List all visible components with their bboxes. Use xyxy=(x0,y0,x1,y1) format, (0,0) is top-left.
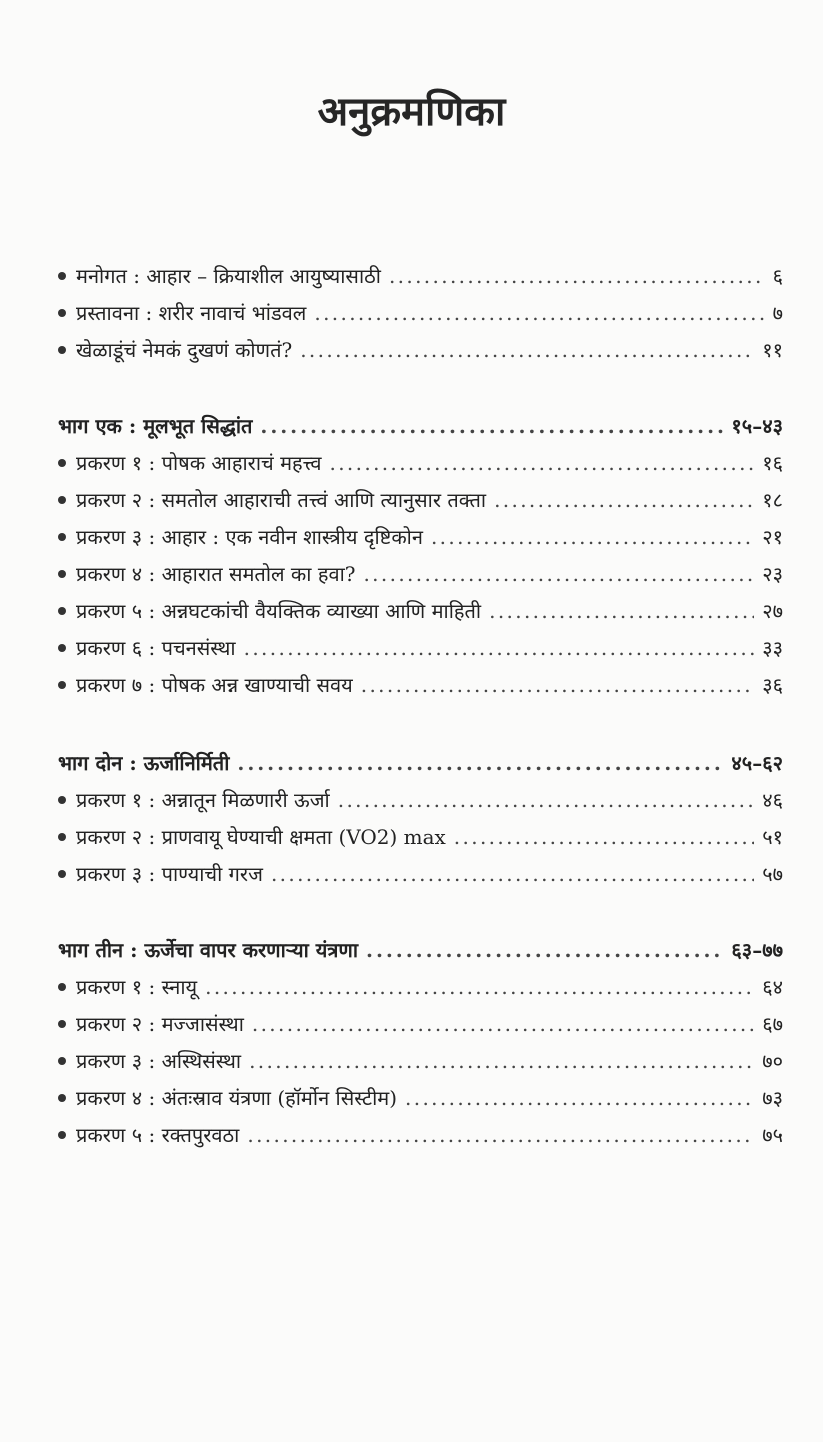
toc-entry-label: प्रस्तावना : शरीर नावाचं भांडवल xyxy=(76,301,307,325)
dot-leader xyxy=(252,1006,754,1043)
bullet-icon xyxy=(58,870,66,878)
dot-leader xyxy=(363,556,754,593)
bullet-icon xyxy=(58,272,66,280)
toc-entry-page: २१ xyxy=(762,525,783,549)
toc-entry[interactable] xyxy=(58,445,783,482)
toc-part-one xyxy=(58,408,783,704)
toc-entry-page: ७० xyxy=(762,1049,783,1073)
dot-leader xyxy=(454,819,754,856)
toc-entry-label: प्रकरण १ : पोषक आहाराचं महत्त्व xyxy=(76,451,322,475)
bullet-icon xyxy=(58,983,66,991)
toc-entry-page: ५१ xyxy=(762,825,783,849)
toc-entry-page: ६७ xyxy=(762,1012,783,1036)
toc-entry-page: ४६ xyxy=(762,788,783,812)
part-page-range: १५–४३ xyxy=(731,414,783,438)
toc-entry-label: प्रकरण ५ : अन्नघटकांची वैयक्तिक व्याख्या आणि माहिती xyxy=(76,599,482,623)
dot-leader xyxy=(489,593,754,630)
toc-entry-page: ३६ xyxy=(762,673,783,697)
dot-leader xyxy=(338,782,754,819)
toc-entry-label: प्रकरण ५ : रक्तपुरवठा xyxy=(76,1123,240,1147)
toc-entry[interactable] xyxy=(58,1006,783,1043)
dot-leader xyxy=(366,932,723,969)
toc-intro-section xyxy=(58,258,783,369)
dot-leader xyxy=(361,667,754,704)
toc-entry-page: २३ xyxy=(762,562,783,586)
part-title: भाग दोन : ऊर्जानिर्मिती xyxy=(58,751,230,775)
toc-part-two xyxy=(58,745,783,893)
bullet-icon xyxy=(58,1057,66,1065)
toc-entry-label: प्रकरण ३ : आहार : एक नवीन शास्त्रीय दृष्टिकोन xyxy=(76,525,423,549)
bullet-icon xyxy=(58,1094,66,1102)
part-title: भाग तीन : ऊर्जेचा वापर करणाऱ्या यंत्रणा xyxy=(58,938,359,962)
bullet-icon xyxy=(58,346,66,354)
bullet-icon xyxy=(58,681,66,689)
toc-entry[interactable] xyxy=(58,969,783,1006)
toc-entry-label: प्रकरण ३ : पाण्याची गरज xyxy=(76,862,263,886)
part-page-range: ४५–६२ xyxy=(731,751,783,775)
dot-leader xyxy=(271,856,754,893)
toc-entry-page: २७ xyxy=(762,599,783,623)
dot-leader xyxy=(405,1080,754,1117)
dot-leader xyxy=(237,745,723,782)
toc-entry-page: ७ xyxy=(772,301,783,325)
toc-entry-page: ५७ xyxy=(762,862,783,886)
bullet-icon xyxy=(58,644,66,652)
toc-entry[interactable] xyxy=(58,782,783,819)
toc-entry[interactable] xyxy=(58,819,783,856)
toc-entry[interactable] xyxy=(58,332,783,369)
toc-part-three xyxy=(58,932,783,1154)
bullet-icon xyxy=(58,1020,66,1028)
toc-entry-page: १८ xyxy=(762,488,783,512)
toc-entry-label: प्रकरण ३ : अस्थिसंस्था xyxy=(76,1049,242,1073)
dot-leader xyxy=(249,1043,754,1080)
dot-leader xyxy=(330,445,755,482)
toc-entry[interactable] xyxy=(58,1117,783,1154)
dot-leader xyxy=(260,408,723,445)
toc-entry-label: मनोगत : आहार – क्रियाशील आयुष्यासाठी xyxy=(76,264,381,288)
toc-entry-label: प्रकरण १ : अन्नातून मिळणारी ऊर्जा xyxy=(76,788,330,812)
toc-entry-label: प्रकरण २ : मज्जासंस्था xyxy=(76,1012,244,1036)
part-heading[interactable] xyxy=(58,408,783,445)
toc-entry-label: प्रकरण ४ : आहारात समतोल का हवा? xyxy=(76,562,356,586)
bullet-icon xyxy=(58,607,66,615)
toc-entry-label: प्रकरण ७ : पोषक अन्न खाण्याची सवय xyxy=(76,673,353,697)
toc-entry[interactable] xyxy=(58,519,783,556)
bullet-icon xyxy=(58,496,66,504)
dot-leader xyxy=(244,630,755,667)
part-page-range: ६३–७७ xyxy=(731,938,783,962)
bullet-icon xyxy=(58,833,66,841)
toc-entry[interactable] xyxy=(58,1080,783,1117)
bullet-icon xyxy=(58,533,66,541)
toc-entry[interactable] xyxy=(58,482,783,519)
toc-entry-label: प्रकरण २ : प्राणवायू घेण्याची क्षमता (VO2) max xyxy=(76,825,446,849)
dot-leader xyxy=(205,969,754,1006)
bullet-icon xyxy=(58,459,66,467)
toc-entry-page: ७३ xyxy=(762,1086,783,1110)
dot-leader xyxy=(300,332,754,369)
bullet-icon xyxy=(58,570,66,578)
toc-entry-page: ६ xyxy=(772,264,783,288)
toc-entry-page: ३३ xyxy=(762,636,783,660)
toc-entry-label: खेळाडूंचं नेमकं दुखणं कोणतं? xyxy=(76,338,293,362)
part-heading[interactable] xyxy=(58,932,783,969)
toc-entry[interactable] xyxy=(58,258,783,295)
toc-entry[interactable] xyxy=(58,856,783,893)
toc-entry-label: प्रकरण ६ : पचनसंस्था xyxy=(76,636,236,660)
toc-entry-label: प्रकरण ४ : अंतःस्राव यंत्रणा (हॉर्मोन सिस्टीम) xyxy=(76,1086,398,1110)
toc-entry[interactable] xyxy=(58,667,783,704)
toc-entry-page: ६४ xyxy=(762,975,783,999)
toc-entry[interactable] xyxy=(58,1043,783,1080)
bullet-icon xyxy=(58,796,66,804)
dot-leader xyxy=(389,258,765,295)
page-title: अनुक्रमणिका xyxy=(317,89,506,135)
part-title: भाग एक : मूलभूत सिद्धांत xyxy=(58,414,253,438)
toc-entry-label: प्रकरण २ : समतोल आहाराची तत्त्वं आणि त्यानुसार तक्ता xyxy=(76,488,487,512)
toc-entry[interactable] xyxy=(58,630,783,667)
dot-leader xyxy=(247,1117,754,1154)
toc-entry-page: ११ xyxy=(762,338,783,362)
bullet-icon xyxy=(58,309,66,317)
toc-entry-label: प्रकरण १ : स्नायू xyxy=(76,975,198,999)
dot-leader xyxy=(314,295,764,332)
dot-leader xyxy=(431,519,754,556)
toc-entry[interactable] xyxy=(58,295,783,332)
dot-leader xyxy=(494,482,754,519)
toc-entry-page: १६ xyxy=(762,451,783,475)
toc-entry[interactable] xyxy=(58,593,783,630)
bullet-icon xyxy=(58,1131,66,1139)
toc-entry[interactable] xyxy=(58,556,783,593)
part-heading[interactable] xyxy=(58,745,783,782)
toc-entry-page: ७५ xyxy=(762,1123,783,1147)
